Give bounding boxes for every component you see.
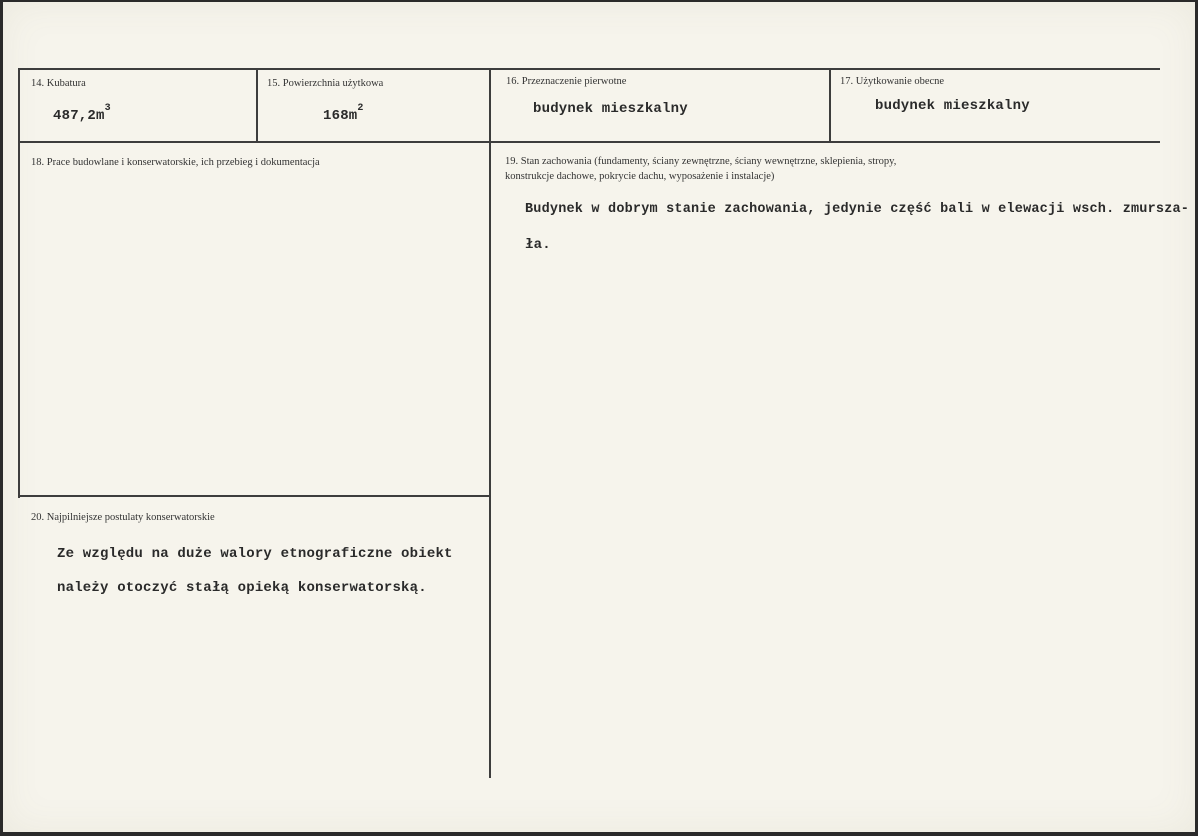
field-20-text-line2: należy otoczyć stałą opieką konserwatorską. (57, 580, 427, 596)
area-value: 168m (323, 108, 358, 124)
field-14-label: 14. Kubatura (31, 78, 86, 89)
field-19-label-line2: konstrukcje dachowe, pokrycie dachu, wyposażenie i instalacje) (505, 171, 775, 182)
header-bottom-rule (18, 141, 1160, 143)
field-15-value (323, 103, 364, 124)
divider-14-15 (256, 68, 258, 143)
field-20-text-line1: Ze względu na duże walory etnograficzne obiekt (57, 546, 453, 562)
area-unit-exponent: 2 (357, 103, 364, 114)
field-19-text-line1: Budynek w dobrym stanie zachowania, jedynie część bali w elewacji wsch. zmursza- (525, 202, 1190, 217)
field-19-label-line1: 19. Stan zachowania (fundamenty, ściany zewnętrzne, ściany wewnętrzne, sklepienia, stropy, (505, 156, 897, 167)
field-18-label: 18. Prace budowlane i konserwatorskie, ich przebieg i dokumentacja (31, 157, 320, 168)
record-card (3, 2, 1195, 832)
divider-16-17 (829, 68, 831, 143)
left-border (18, 68, 20, 498)
field-19-text-line2: ła. (525, 237, 551, 253)
field-17-label: 17. Użytkowanie obecne (840, 76, 945, 87)
section-18-20-rule (18, 495, 490, 497)
field-20-label: 20. Najpilniejsze postulaty konserwatorskie (31, 512, 215, 523)
cubature-value: 487,2m (53, 108, 105, 124)
field-16-value: budynek mieszkalny (533, 101, 688, 117)
field-14-value (53, 103, 111, 124)
top-rule (18, 68, 1160, 70)
main-divider (489, 68, 491, 778)
field-15-label: 15. Powierzchnia użytkowa (267, 78, 384, 89)
field-16-label: 16. Przeznaczenie pierwotne (506, 76, 627, 87)
field-17-value: budynek mieszkalny (875, 98, 1030, 114)
cubature-unit-exponent: 3 (104, 103, 111, 114)
